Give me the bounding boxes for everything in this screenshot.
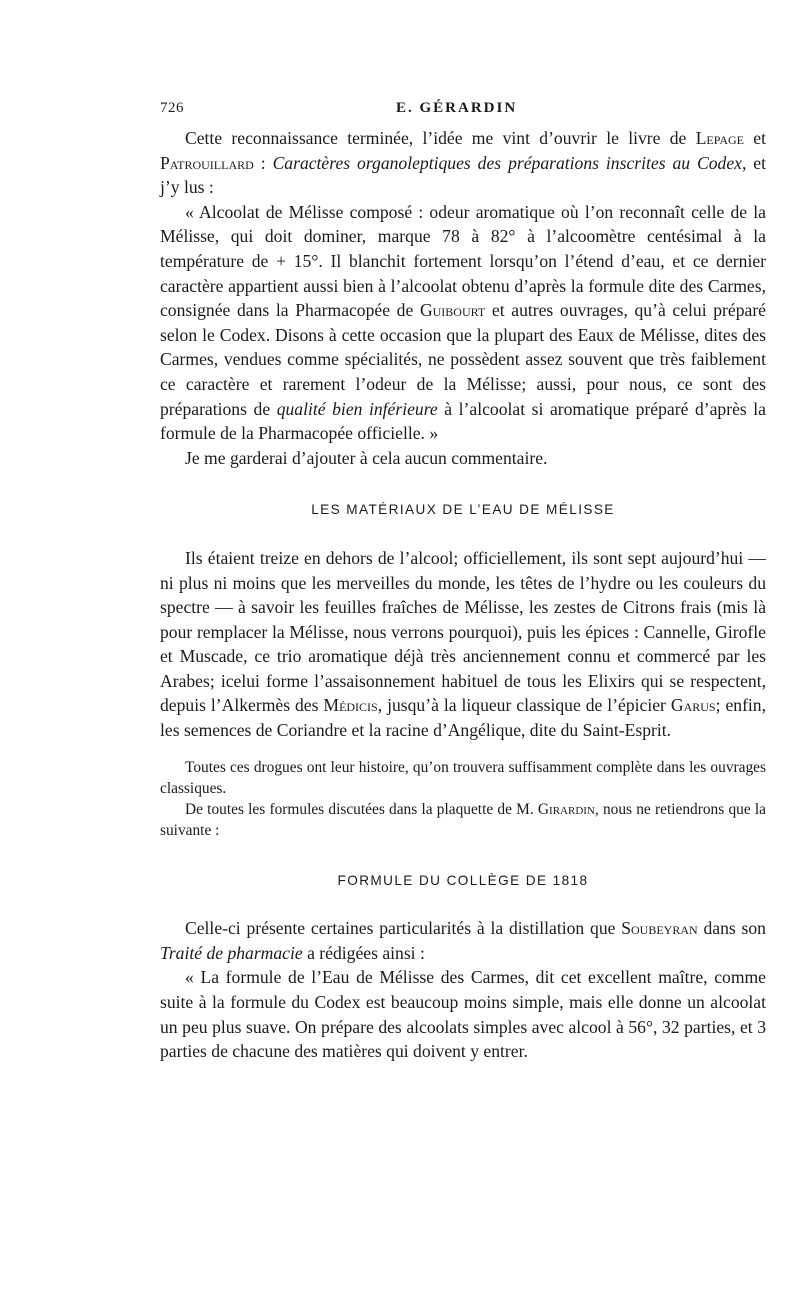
section-heading: LES MATÉRIAUX DE L’EAU DE MÉLISSE xyxy=(311,502,615,518)
author-name: Soubeyran xyxy=(621,918,698,939)
body-text: Celle-ci présente certaines particularités à la distillation que xyxy=(185,918,622,939)
colon-text: : xyxy=(253,152,273,173)
author-name: Guibourt xyxy=(419,300,486,321)
page-number: 726 xyxy=(160,100,184,116)
book-title: Caractères organoleptiques des préparations inscrites au Codex xyxy=(272,152,742,173)
body-text: ; enfin, les semences de Coriandre et la racine d’Angélique, dite du Saint-Esprit. xyxy=(160,695,767,741)
section-heading: FORMULE DU COLLÈGE DE 1818 xyxy=(337,872,589,888)
author-name: Girardin xyxy=(537,800,595,818)
small-note-paragraph: Toutes ces drogues ont leur histoire, qu’on trouvera suffisamment complète dans les ouvrages classiques. xyxy=(160,758,766,797)
closing-paragraph: Je me garderai d’ajouter à cela aucun commentaire. xyxy=(185,447,548,468)
conjunction-text: et xyxy=(744,128,766,148)
small-note-paragraph xyxy=(160,799,766,841)
note-text: , nous ne retiendrons que la suivante : xyxy=(160,800,766,839)
running-header-author: E. GÉRARDIN xyxy=(396,100,518,116)
quote-text: à l’alcoolat si aromatique préparé d’après la formule de la Pharmacopée officielle. » xyxy=(160,398,766,444)
proper-name: Garus xyxy=(670,695,716,716)
proper-name: Médicis xyxy=(323,695,378,716)
note-text: De toutes les formules discutées dans la plaquette de M. xyxy=(185,800,538,818)
intro-text-end: , et j’y lus : xyxy=(160,152,767,198)
book-title: Traité de pharmacie xyxy=(160,942,303,963)
body-text: , jusqu’à la liqueur classique de l’épicier xyxy=(377,695,671,716)
quote-text: et autres ouvrages, qu’à celui préparé selon le Codex. Disons à cette occasion que la plupart des Eaux de Mélisse, dites des Carmes, vendues comme spécialités, ne possèdent assez souvent que très faiblement ce caractère et rarement l’odeur de la Mélisse; aussi, pour nous, ce sont des préparations de xyxy=(160,300,766,419)
book-page xyxy=(160,96,766,1064)
body-text: a rédigées ainsi : xyxy=(302,942,425,963)
emphasis-text: qualité bien inférieure xyxy=(276,398,438,419)
body-text: dans son xyxy=(697,918,766,939)
body-paragraph xyxy=(160,546,766,743)
quote-text: « Alcoolat de Mélisse composé : odeur aromatique où l’on reconnaît celle de la Mélisse, qui doit dominer, marque 78 à 82° à l’alcoomètre centésimal à la température de + 15°. Il blanchit fortement lorsqu’on l’étend d’eau, et ce dernier caractère appartient aussi bien à l’alcoolat obtenu d’après la formule dite des Carmes, consignée dans la Pharmacopée de xyxy=(160,201,766,321)
quote-paragraph: « La formule de l’Eau de Mélisse des Carmes, dit cet excellent maître, comme suite à la formule du Codex est beaucoup moins simple, mais elle donne un alcoolat un peu plus suave. On prépare des alcoolats simples avec alcool à 56°, 32 parties, et 3 parties de chacune des matières qui doivent y entrer. xyxy=(160,967,766,1062)
quote-paragraph xyxy=(160,200,766,446)
body-paragraph xyxy=(160,916,766,965)
author-name: Lepage xyxy=(695,128,744,148)
running-header xyxy=(160,96,766,120)
author-name: Patrouillard xyxy=(160,152,254,173)
body-text: Ils étaient treize en dehors de l’alcool; officiellement, ils sont sept aujourd’hui — ni plus ni moins que les merveilles du monde, les têtes de l’hydre ou les couleurs du spectre — à savoir les feuilles fraîches de Mélisse, les zestes de Citrons frais (mis là pour remplacer la Mélisse, nous verrons pourquoi), puis les épices : Cannelle, Girofle et Muscade, ce trio aromatique déjà très anciennement connu et commercé par les Arabes; icelui forme l’assaisonnement habituel de tous les Elixirs qui se respectent, depuis l’Alkermès des xyxy=(160,547,766,716)
intro-text: Cette reconnaissance terminée, l’idée me vint d’ouvrir le livre de xyxy=(185,128,687,148)
intro-paragraph xyxy=(160,126,766,200)
